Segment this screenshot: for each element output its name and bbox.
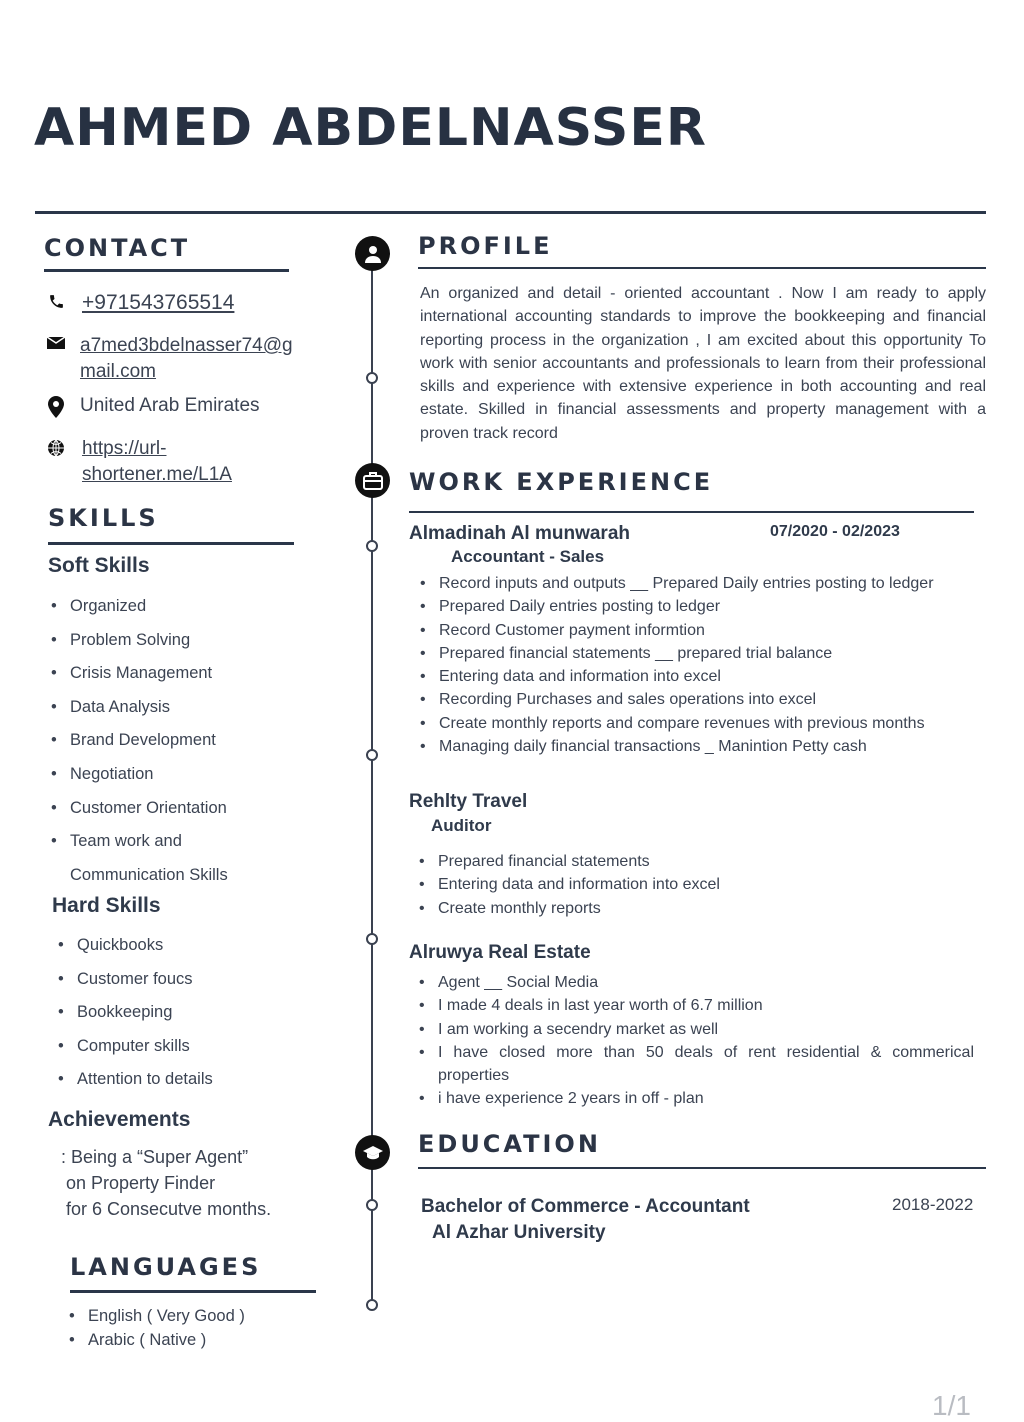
work-divider (409, 511, 974, 513)
job-company: Alruwya Real Estate (409, 942, 591, 963)
website-link[interactable] (82, 436, 232, 488)
achievement-line: for 6 Consecutve months. (66, 1199, 272, 1219)
skill-item: • Organized (48, 590, 228, 624)
job-bullets (417, 572, 934, 758)
job-bullet: • I have closed more than 50 deals of rent residential & commerical properties (416, 1041, 974, 1088)
email-line-2: mail.com (80, 361, 157, 382)
candidate-name: AHMED ABDELNASSER (34, 98, 707, 158)
location-pin-icon (46, 393, 66, 419)
job-bullet: • Entering data and information into excel (417, 665, 934, 688)
contact-location (46, 393, 260, 419)
job-bullet: • i have experience 2 years in off - plan (416, 1087, 974, 1110)
job-bullet: • Record inputs and outputs __ Prepared Daily entries posting to ledger (417, 572, 934, 595)
timeline-dot (366, 540, 378, 552)
profile-text: An organized and detail - oriented accountant . Now I am ready to apply international accounting standards to improve the bookkeeping and financial reporting process in the organization , I am excited about this opportunity To work with senior accountants and professionals to learn from their professional skills and experience with extensive experience in both accounting and real estate. Skilled in financial assessments and property management with a proven track record (420, 285, 986, 442)
skill-item: • Computer skills (55, 1030, 213, 1064)
contact-divider (44, 269, 289, 272)
job-role: Accountant - Sales (451, 547, 605, 566)
language-item: • English ( Very Good ) (66, 1304, 245, 1328)
job-company: Rehlty Travel (409, 791, 528, 812)
achievements-text (61, 1144, 271, 1222)
job-bullet: • Recording Purchases and sales operations into excel (417, 688, 934, 711)
job-bullet: • Create monthly reports and compare revenues with previous months (417, 712, 934, 735)
job-bullet: • Prepared Daily entries posting to ledger (417, 595, 934, 618)
job-bullet: • Entering data and information into excel (416, 873, 720, 896)
page-indicator: 1/1 (932, 1390, 971, 1421)
user-icon (355, 236, 390, 271)
contact-website (46, 436, 232, 488)
job-company: Almadinah Al munwarah (409, 523, 630, 544)
languages-divider (70, 1290, 316, 1293)
skill-item: • Bookkeeping (55, 996, 213, 1030)
timeline-dot (366, 1299, 378, 1311)
timeline-dot (366, 1199, 378, 1211)
contact-email (46, 333, 293, 385)
profile-divider (418, 267, 986, 269)
education-dates: 2018-2022 (892, 1195, 974, 1214)
job-bullet: • Agent __ Social Media (416, 971, 974, 994)
timeline-dot (366, 933, 378, 945)
job-dates: 07/2020 - 02/2023 (770, 523, 900, 540)
location-text: United Arab Emirates (80, 395, 260, 416)
hard-skills-title: Hard Skills (52, 894, 161, 917)
language-item: • Arabic ( Native ) (66, 1328, 245, 1352)
email-line-1: a7med3bdelnasser74@g (80, 335, 293, 356)
job-bullet: • Create monthly reports (416, 897, 720, 920)
profile-heading: PROFILE (418, 232, 553, 260)
skill-item-continued (48, 859, 228, 893)
skill-item-text: Communication Skills (70, 865, 228, 884)
job-bullet: • I am working a secendry market as well (416, 1018, 974, 1041)
skill-item: • Crisis Management (48, 657, 228, 691)
job-bullet: • I made 4 deals in last year worth of 6.7 million (416, 994, 974, 1017)
achievement-line: on Property Finder (66, 1173, 216, 1193)
soft-skills-list (48, 590, 228, 892)
degree: Bachelor of Commerce - Accountant (421, 1196, 750, 1217)
mail-icon (46, 333, 66, 385)
work-heading: WORK EXPERIENCE (409, 468, 714, 496)
graduation-cap-icon (355, 1135, 390, 1170)
skill-item: • Attention to details (55, 1063, 213, 1097)
skill-item: • Problem Solving (48, 624, 228, 658)
job-bullet: • Record Customer payment informtion (417, 619, 934, 642)
skill-item: • Brand Development (48, 724, 228, 758)
skill-item: • Quickbooks (55, 929, 213, 963)
achievements-title: Achievements (48, 1108, 191, 1131)
job-bullet: • Prepared financial statements __ prepared trial balance (417, 642, 934, 665)
skill-item: • Customer foucs (55, 963, 213, 997)
languages-heading: LANGUAGES (70, 1253, 262, 1281)
skills-heading: SKILLS (48, 504, 159, 532)
education-divider (418, 1167, 986, 1169)
job-bullet: • Managing daily financial transactions _ Manintion Petty cash (417, 735, 934, 758)
briefcase-icon (355, 463, 390, 498)
languages-list (66, 1304, 245, 1352)
education-heading: EDUCATION (418, 1130, 601, 1158)
contact-phone (46, 290, 234, 316)
skills-divider (48, 542, 294, 545)
skill-item: • Negotiation (48, 758, 228, 792)
achievement-line: : Being a “Super Agent” (61, 1147, 249, 1167)
timeline-dot (366, 749, 378, 761)
skill-item: • Data Analysis (48, 691, 228, 725)
job-bullet: • Prepared financial statements (416, 850, 720, 873)
skill-item: • Team work and (48, 825, 228, 859)
school: Al Azhar University (432, 1222, 606, 1243)
phone-icon (46, 290, 66, 316)
url-line-1: https://url- (82, 438, 167, 459)
contact-heading: CONTACT (44, 234, 191, 262)
email-link[interactable] (80, 333, 293, 385)
job-bullets (416, 850, 720, 920)
job-role: Auditor (431, 816, 492, 835)
skill-item: • Customer Orientation (48, 792, 228, 826)
hard-skills-list (55, 929, 213, 1097)
phone-link[interactable]: +971543765514 (82, 291, 235, 314)
soft-skills-title: Soft Skills (48, 554, 150, 577)
header-divider (35, 211, 986, 214)
job-bullets (416, 971, 974, 1111)
url-line-2: shortener.me/L1A (82, 464, 232, 485)
globe-icon (46, 436, 66, 488)
timeline-dot (366, 372, 378, 384)
